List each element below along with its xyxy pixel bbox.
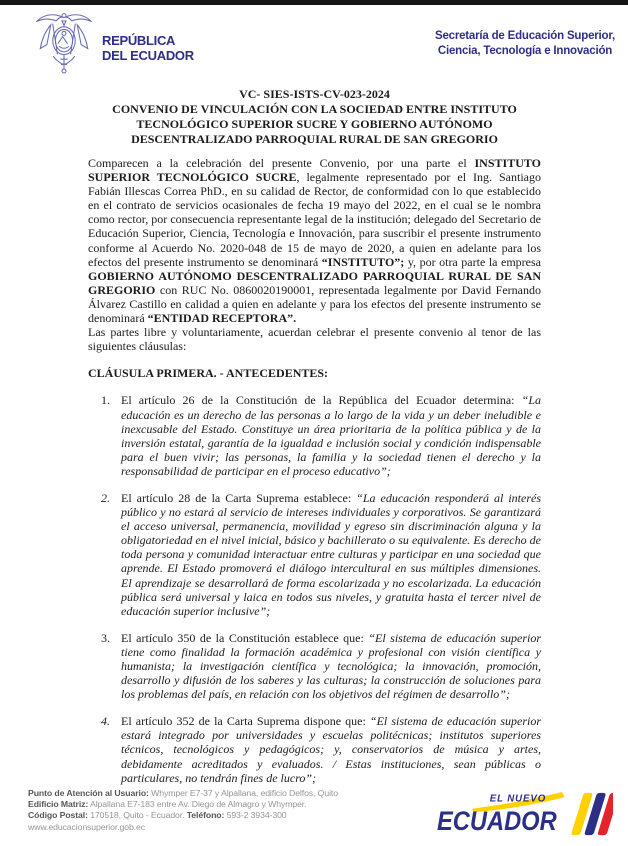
list-item [88, 714, 541, 784]
republic-line-1: REPÚBLICA [102, 33, 176, 49]
item-text: El artículo 352 de la Carta Suprema dispone que: “El sistema de educación superior estará integrado por universidades y escuelas politécnicas; institutos superiores técnicos, tecnológicos y pedagógicos; y, conservatorios de música y artes, debidamente acreditados y evaluados. / Estas instituciones, sean públicas o particulares, no tendrán fines de lucro”; [121, 714, 542, 785]
el-nuevo-ecuador-logo [437, 789, 613, 839]
opening-section [88, 156, 541, 353]
list-item [88, 631, 541, 701]
secretariat-title [435, 29, 615, 58]
republic-brand [31, 7, 194, 77]
item-number: 1. [101, 393, 110, 408]
list-item [88, 393, 541, 478]
agreement-paragraph: Las partes libre y voluntariamente, acuerdan celebrar el presente convenio al tenor de las siguientes cláusulas: [88, 325, 541, 354]
secretariat-line-1: Secretaría de Educación Superior, [434, 30, 615, 42]
item-text: El artículo 28 de la Carta Suprema establece: “La educación responderá al interés público y no estará al servicio de intereses individuales y corporativos. Se garantizará el acceso universal, permanencia, movilidad y egreso sin discriminación alguna y la obligatoriedad en el nivel inicial, básico y bachillerato o su equivalente. Es derecho de toda persona y comunidad interactuar entre culturas y participar en una sociedad que aprende. El Estado promoverá el diálogo intercultural en sus múltiples dimensiones. El aprendizaje se desarrollará de forma escolarizada y no escolarizada. La educación pública será universal y laica en todos sus niveles, y gratuita hasta el tercer nivel de educación superior inclusive”; [121, 490, 542, 618]
contact-line-postal-phone: Código Postal: 170518, Quito - Ecuador. Teléfono: 593-2 3934-300 [28, 810, 287, 821]
document-body [88, 87, 541, 785]
republic-line-2: DEL ECUADOR [102, 48, 194, 63]
item-text: El artículo 350 de la Constitución establece que: “El sistema de educación superior tiene como finalidad la formación académica y profesional con visión científica y humanista; la investigación científica y tecnológica; la innovación, promoción, desarrollo y difusión de los saberes y las culturas; la construcción de soluciones para los problemas del país, en relación con los objetivos del régimen de desarrollo”; [121, 630, 542, 702]
document-footer [0, 784, 628, 846]
item-number: 2. [101, 490, 110, 505]
coat-of-arms-icon [31, 7, 97, 77]
antecedentes-list [88, 393, 541, 784]
logo-wordmark: ECUADOR [437, 805, 557, 836]
contact-info [28, 788, 338, 833]
republic-label [102, 34, 194, 63]
clause-heading: CLÁUSULA PRIMERA. - ANTECEDENTES: [88, 366, 329, 381]
item-text: El artículo 26 de la Constitución de la República del Ecuador determina: “La educación es un derecho de las personas a lo largo de la vida y un deber ineludible e inexcusable del Estado. Constituye un área prioritaria de la política pública y de la inversión estatal, garantía de la igualdad e inclusión social y condición indispensable para el buen vivir; las personas, la familia y la sociedad tienen el derecho y la responsabilidad de participar en el proceso educativo”; [121, 393, 541, 478]
logo-tagline: EL NUEVO [489, 793, 547, 805]
item-number: 3. [101, 630, 110, 645]
opening-paragraph: Comparecen a la celebración del presente Convenio, por una parte el INSTITUTO SUPERIOR TECNOLÓGICO SUCRE, legalmente representado por el Ing. Santiago Fabián Illescas Correa PhD., en su calidad de Rector, de conformidad con lo que establecido en el contrato de servicios ocasionales de fecha 19 mayo del 2022, en el cual se le nombra como rector, por consecuencia representante legal de la institución; delegado del Secretario de Educación Superior, Ciencia, Tecnología e Innovación, para suscribir el presente instrumento conforme al Acuerdo No. 2020-048 de 15 de mayo de 2020, a quien en adelante para los efectos del presente instrumento se denominará “INSTITUTO”; y, por otra parte la empresa GOBIERNO AUTÓNOMO DESCENTRALIZADO PARROQUIAL RURAL DE SAN GREGORIO con RUC No. 0860020190001, representada legalmente por David Fernando Álvarez Castillo en calidad a quien en adelante y para los efectos del presente instrumento se denominará “ENTIDAD RECEPTORA”. [88, 156, 541, 326]
item-number: 4. [101, 714, 110, 729]
secretariat-line-2: Ciencia, Tecnología e Innovación [437, 44, 613, 57]
contact-line-attention: Punto de Atención al Usuario: Whymper E7-37 y Alpallana, edificio Delfos, Quito [28, 787, 338, 798]
flag-stripes [571, 793, 613, 835]
website-url: www.educacionsuperior.gob.ec [28, 821, 145, 832]
list-item [88, 491, 541, 618]
contact-line-building: Edificio Matriz: Alpallana E7-183 entre Av. Diego de Almagro y Whymper. [28, 799, 307, 810]
document-title: CONVENIO DE VINCULACIÓN CON LA SOCIEDAD ENTRE INSTITUTO TECNOLÓGICO SUPERIOR SUCRE Y GOBIERNO AUTÓNOMO DESCENTRALIZADO PARROQUIAL RURAL DE SAN GREGORIO [112, 102, 517, 146]
document-code: VC- SIES-ISTS-CV-023-2024 [239, 87, 390, 101]
document-header [0, 5, 628, 85]
